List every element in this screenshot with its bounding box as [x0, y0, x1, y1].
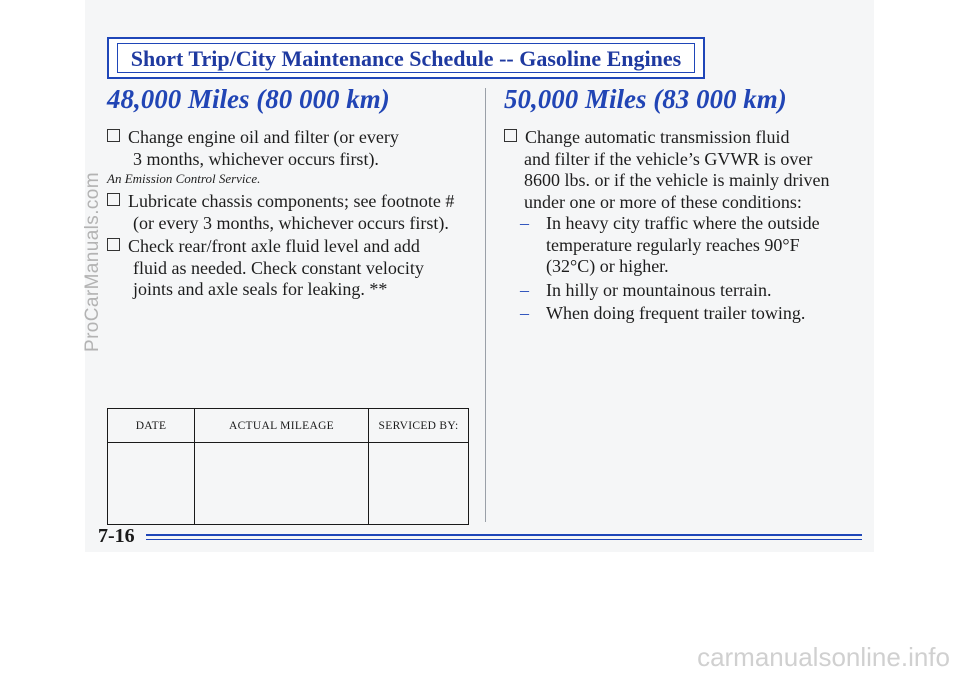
- condition-2: [520, 280, 771, 302]
- checkbox-icon: [504, 129, 517, 142]
- left-item-2-line-2: (or every 3 months, whichever occurs first).: [133, 212, 449, 233]
- col-header-date: DATE: [108, 409, 195, 443]
- left-heading: 48,000 Miles (80 000 km): [107, 84, 390, 114]
- left-item-1-line-2: 3 months, whichever occurs first).: [133, 148, 379, 169]
- emission-note: An Emission Control Service.: [107, 171, 261, 186]
- table-row: [108, 443, 469, 525]
- left-item-3-line-3: joints and axle seals for leaking. **: [133, 279, 388, 299]
- left-item-3: [107, 236, 424, 301]
- left-item-1-line-1: Change engine oil and filter (or every: [128, 127, 399, 147]
- checkbox-icon: [107, 238, 120, 251]
- left-item-3-line-1: Check rear/front axle fluid level and add: [128, 236, 420, 256]
- left-item-2-line-1: Lubricate chassis components; see footnote #: [128, 191, 455, 211]
- condition-1: [520, 213, 820, 278]
- right-item-1: [504, 127, 829, 213]
- right-item-1-line-2: and filter if the vehicle’s GVWR is over: [524, 148, 813, 169]
- left-item-1: [107, 127, 399, 170]
- left-item-2: [107, 191, 454, 234]
- right-item-1-line-4: under one or more of these conditions:: [524, 191, 802, 212]
- checkbox-icon: [107, 129, 120, 142]
- site-watermark: carmanualsonline.info: [697, 642, 950, 672]
- watermark: ProCarManuals.com: [82, 172, 103, 352]
- service-log-table: [107, 408, 469, 525]
- col-header-serviced-by: SERVICED BY:: [369, 409, 469, 443]
- date-cell[interactable]: [108, 443, 195, 525]
- mileage-cell[interactable]: [195, 443, 369, 525]
- condition-1-line-2: temperature regularly reaches 90°F: [546, 234, 800, 255]
- dash-bullet-icon: –: [520, 213, 529, 233]
- table-header-row: [108, 409, 469, 443]
- condition-2-text: In hilly or mountainous terrain.: [546, 280, 772, 300]
- serviced-by-cell[interactable]: [369, 443, 469, 525]
- dash-bullet-icon: –: [520, 280, 529, 300]
- footer-rule-thin: [146, 539, 862, 540]
- condition-3: [520, 303, 805, 325]
- column-divider: [485, 88, 486, 522]
- condition-1-line-3: (32°C) or higher.: [546, 256, 669, 276]
- page-number: 7-16: [98, 525, 135, 547]
- condition-3-text: When doing frequent trailer towing.: [546, 303, 806, 323]
- footer-rule: [146, 534, 862, 536]
- right-heading: 50,000 Miles (83 000 km): [504, 84, 787, 114]
- right-item-1-line-1: Change automatic transmission fluid: [525, 127, 790, 147]
- col-header-mileage: ACTUAL MILEAGE: [195, 409, 369, 443]
- right-item-1-line-3: 8600 lbs. or if the vehicle is mainly driven: [524, 170, 830, 190]
- checkbox-icon: [107, 193, 120, 206]
- dash-bullet-icon: –: [520, 303, 529, 323]
- page-title: Short Trip/City Maintenance Schedule -- Gasoline Engines: [130, 46, 682, 71]
- left-item-3-line-2: fluid as needed. Check constant velocity: [133, 257, 424, 278]
- condition-1-line-1: In heavy city traffic where the outside: [546, 213, 820, 233]
- header-box: [107, 37, 705, 79]
